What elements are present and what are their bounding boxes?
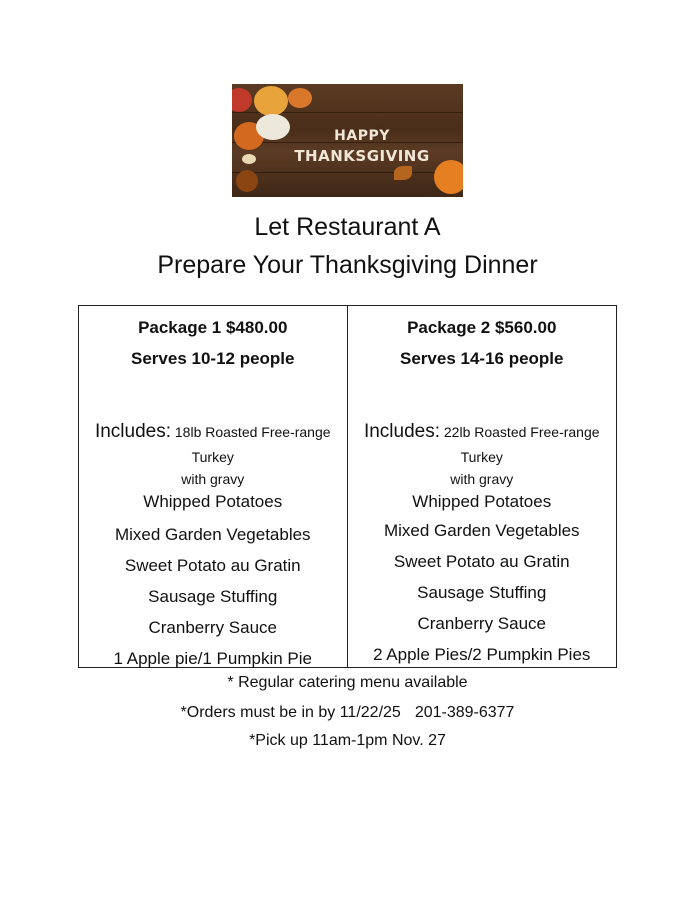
package-heading: Package 1 $480.00	[138, 318, 288, 337]
package-1-column	[79, 306, 348, 667]
includes-label: Includes:	[363, 421, 440, 442]
menu-item: Sweet Potato au Gratin	[124, 556, 301, 575]
packages-table	[78, 305, 617, 668]
gravy-text: with gravy	[450, 471, 514, 487]
menu-item: 1 Apple pie/1 Pumpkin Pie	[113, 649, 312, 668]
order-deadline: *Orders must be in by 11/22/25	[180, 704, 401, 721]
menu-item: Cranberry Sauce	[417, 614, 546, 633]
gravy-text: with gravy	[181, 471, 245, 487]
turkey-text: 22lb Roasted Free-range Turkey	[440, 424, 600, 465]
page-title-line-2: Prepare Your Thanksgiving Dinner	[157, 251, 538, 279]
package-serves: Serves 14-16 people	[400, 349, 564, 368]
menu-item: Mixed Garden Vegetables	[114, 525, 311, 544]
banner-line-2: THANKSGIVING	[294, 147, 430, 165]
package-heading: Package 2 $560.00	[407, 318, 557, 337]
menu-item: 2 Apple Pies/2 Pumpkin Pies	[373, 645, 591, 664]
banner-text	[282, 126, 442, 166]
pumpkin-icon	[232, 88, 252, 112]
includes-line	[348, 419, 617, 469]
order-deadline-line	[0, 704, 695, 722]
leaf-icon	[394, 166, 412, 180]
menu-item: Sausage Stuffing	[417, 583, 547, 602]
menu-item: Whipped Potatoes	[412, 492, 552, 511]
package-serves: Serves 10-12 people	[131, 349, 295, 368]
menu-item: Cranberry Sauce	[148, 618, 277, 637]
catering-note: * Regular catering menu available	[227, 674, 468, 691]
thanksgiving-banner-image	[232, 84, 463, 197]
banner-line-1: HAPPY	[334, 128, 390, 144]
menu-item: Sweet Potato au Gratin	[393, 552, 570, 571]
includes-label: Includes:	[94, 421, 171, 442]
pumpkin-icon	[288, 88, 312, 108]
pumpkin-icon	[236, 170, 258, 192]
pumpkin-icon	[254, 86, 288, 116]
includes-line	[79, 419, 347, 469]
pickup-note: *Pick up 11am-1pm Nov. 27	[249, 732, 446, 749]
menu-item: Mixed Garden Vegetables	[383, 521, 580, 540]
package-2-column	[348, 306, 617, 667]
menu-item: Whipped Potatoes	[143, 492, 283, 511]
phone-number: 201-389-6377	[414, 704, 515, 721]
menu-item: Sausage Stuffing	[148, 587, 278, 606]
page-title-line-1: Let Restaurant A	[254, 213, 441, 241]
turkey-text: 18lb Roasted Free-range Turkey	[171, 424, 331, 465]
pumpkin-icon	[242, 154, 256, 164]
